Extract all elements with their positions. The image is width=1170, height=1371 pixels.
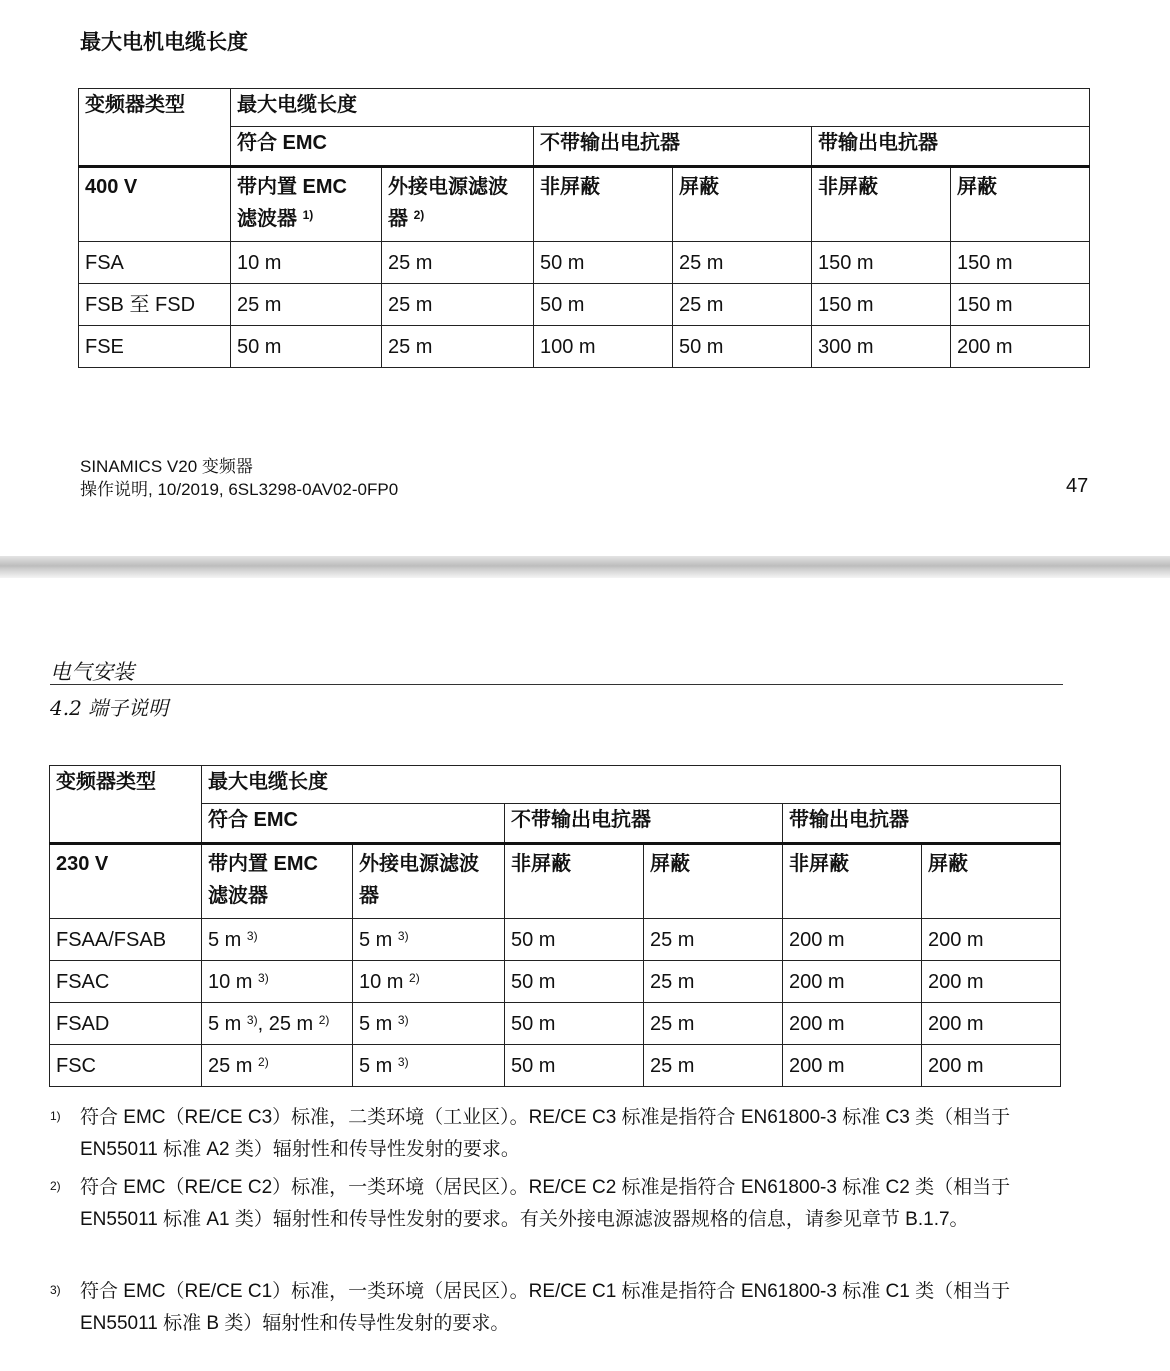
header-shielded: 屏蔽 — [951, 167, 1090, 242]
header-unshielded: 非屏蔽 — [783, 844, 922, 919]
header-builtin-emc-filter: 带内置 EMC 滤波器 — [202, 844, 353, 919]
cable-length-table-400v — [78, 88, 1090, 368]
cable-length-table-230v — [49, 765, 1061, 1087]
footnote-text: 符合 EMC（RE/CE C1）标准，一类环境（居民区）。RE/CE C1 标准是指符合 EN61800-3 标准 C1 类（相当于 EN55011 标准 B 类）辐射性和传导性发射的要求。 — [80, 1281, 1011, 1334]
chapter-heading: 电气安装 — [50, 660, 134, 684]
page-number: 47 — [1066, 475, 1089, 497]
header-emc-compliant: 符合 EMC — [231, 127, 534, 167]
header-inverter-type: 变频器类型 — [79, 89, 231, 167]
header-builtin-emc-filter: 带内置 EMC 滤波器 $^{1)}$ — [231, 167, 382, 242]
footnote-mark: 3) — [50, 1283, 61, 1297]
header-shielded: 屏蔽 — [644, 844, 783, 919]
section-heading: 4.2 端子说明 — [50, 696, 169, 720]
header-external-line-filter: 外接电源滤波 器 $^{2)}$ — [382, 167, 534, 242]
header-shielded: 屏蔽 — [673, 167, 812, 242]
footnote-mark: 1) — [50, 1109, 61, 1123]
table-row: FSAC 10 m $^{3)}$ 10 m $^{2)}$ 50 m 25 m 200 m 200 m — [50, 961, 1061, 1003]
header-shielded: 屏蔽 — [922, 844, 1061, 919]
page-separator — [0, 556, 1170, 578]
header-inverter-type: 变频器类型 — [50, 766, 202, 844]
header-rule — [50, 684, 1063, 685]
table-row: FSC 25 m $^{2)}$ 5 m $^{3)}$ 50 m 25 m 200 m 200 m — [50, 1045, 1061, 1087]
header-with-output-reactor: 带输出电抗器 — [812, 127, 1090, 167]
header-emc-compliant: 符合 EMC — [202, 804, 505, 844]
footnote-1 — [50, 1102, 1060, 1166]
footnote-ref: 2) — [413, 208, 425, 222]
footnote-ref: 1) — [302, 208, 314, 222]
footer-manual-info: 操作说明, 10/2019, 6SL3298-0AV02-0FP0 — [80, 480, 399, 499]
header-external-line-filter: 外接电源滤波 器 — [353, 844, 505, 919]
table-row: FSAA/FSAB 5 m $^{3)}$ 5 m $^{3)}$ 50 m 25 m 200 m 200 m — [50, 919, 1061, 961]
table-row: FSE 50 m 25 m 100 m 50 m 300 m 200 m — [79, 326, 1090, 368]
footnote-2 — [50, 1172, 1060, 1236]
footer-product: SINAMICS V20 变频器 — [80, 457, 253, 476]
voltage-label: 400 V — [79, 167, 231, 242]
table-row: FSB 至 FSD 25 m 25 m 50 m 25 m 150 m 150 m — [79, 284, 1090, 326]
page-title: 最大电机电缆长度 — [80, 31, 248, 54]
header-unshielded: 非屏蔽 — [812, 167, 951, 242]
header-unshielded: 非屏蔽 — [534, 167, 673, 242]
header-with-output-reactor: 带输出电抗器 — [783, 804, 1061, 844]
voltage-label: 230 V — [50, 844, 202, 919]
header-max-cable-length: 最大电缆长度 — [231, 89, 1090, 127]
footnote-text: 符合 EMC（RE/CE C3）标准，二类环境（工业区）。RE/CE C3 标准是指符合 EN61800-3 标准 C3 类（相当于 EN55011 标准 A2 类）辐射性和传导性发射的要求。 — [80, 1107, 1011, 1160]
footnote-text: 符合 EMC（RE/CE C2）标准，一类环境（居民区）。RE/CE C2 标准是指符合 EN61800-3 标准 C2 类（相当于 EN55011 标准 A1 类）辐射性和传导性发射的要求。有关外接电源滤波器规格的信息，请参见章节 B.1.7。 — [80, 1177, 1011, 1230]
header-without-output-reactor: 不带输出电抗器 — [505, 804, 783, 844]
table-row: FSAD 5 m $^{3)}$, 25 m $^{2)}$ 5 m $^{3)}$ 50 m 25 m 200 m 200 m — [50, 1003, 1061, 1045]
footnote-3 — [50, 1276, 1060, 1340]
header-max-cable-length: 最大电缆长度 — [202, 766, 1061, 804]
header-without-output-reactor: 不带输出电抗器 — [534, 127, 812, 167]
footnote-mark: 2) — [50, 1179, 61, 1193]
table-row: FSA 10 m 25 m 50 m 25 m 150 m 150 m — [79, 242, 1090, 284]
header-unshielded: 非屏蔽 — [505, 844, 644, 919]
